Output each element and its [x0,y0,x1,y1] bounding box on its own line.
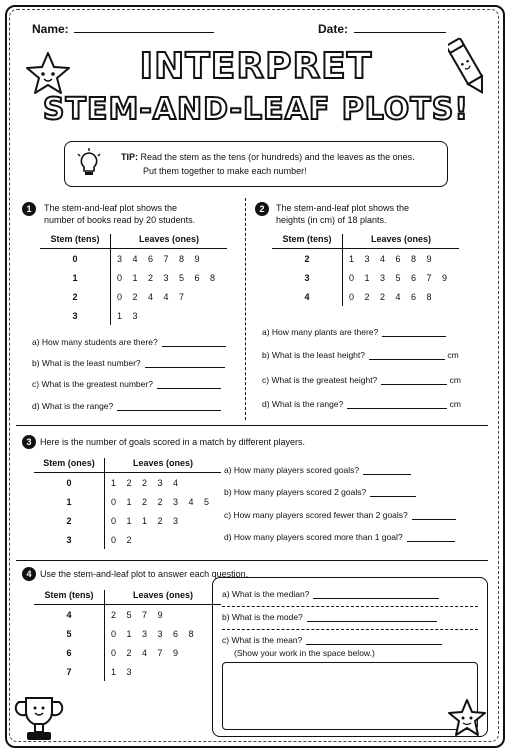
section-3-prompt: Here is the number of goals scored in a match by different players. [40,437,305,447]
unit-label: cm [449,399,461,409]
title-line-2: STEM-AND-LEAF PLOTS! [42,92,470,127]
table-row [272,249,459,269]
section-3-stem-leaf-table [34,458,221,549]
stem-cell: 3 [40,306,111,325]
answer-blank[interactable] [157,379,221,389]
section-divider [16,560,488,561]
section-4-prompt: Use the stem-and-leaf plot to answer each question. [40,569,249,579]
smiling-star-icon [22,50,74,98]
stem-cell: 5 [34,624,105,643]
dashed-divider [222,629,478,630]
stem-cell: 2 [40,287,111,306]
unit-label: cm [449,375,461,385]
stem-header: Stem (ones) [34,458,105,473]
leaves-cell: 0 2 2 4 6 8 [349,291,436,302]
table-row [34,530,221,549]
answer-blank[interactable] [412,510,456,520]
section-1-question-d: d) What is the range? [32,401,221,411]
table-row [34,643,221,662]
leaves-cell: 0 1 1 2 3 [111,515,183,526]
leaves-cell: 1 3 4 6 8 9 [349,253,436,264]
table-row [34,605,221,625]
section-3-question-a: a) How many players scored goals? [224,465,411,475]
leaves-header: Leaves (ones) [105,458,222,473]
stem-cell: 0 [40,249,111,269]
leaves-header: Leaves (ones) [105,590,222,605]
leaves-cell: 1 3 [117,310,142,321]
leaves-cell: 3 4 6 7 8 9 [117,253,204,264]
stem-cell: 4 [34,605,105,625]
answer-blank[interactable] [381,375,447,385]
leaves-header: Leaves (ones) [111,234,228,249]
section-divider [245,198,246,420]
answer-blank[interactable] [313,589,439,599]
section-4-stem-leaf-table [34,590,221,681]
table-row [34,624,221,643]
trophy-icon [14,694,64,746]
pencil-icon [448,36,488,100]
leaves-cell: 0 1 3 5 6 7 9 [349,272,452,283]
work-space-box[interactable] [222,662,478,730]
section-3-question-d: d) How many players scored more than 1 goal? [224,532,455,542]
stem-header: Stem (tens) [34,590,105,605]
table-row [40,306,227,325]
section-2-question-c: c) What is the greatest height? cm [262,375,461,385]
answer-blank[interactable] [347,399,447,409]
section-1-question-a: a) How many students are there? [32,337,226,347]
section-2-prompt-line-1: The stem-and-leaf plot shows the [276,203,410,213]
stem-cell: 1 [34,492,105,511]
table-row [272,268,459,287]
leaves-cell: 0 2 4 4 7 [117,291,189,302]
section-4-question-b: b) What is the mode? [222,612,437,622]
answer-blank[interactable] [382,327,446,337]
tip-line-2: Put them together to make each number! [143,166,307,176]
table-row [40,268,227,287]
section-3-number: 3 [22,435,36,449]
section-4-note: (Show your work in the space below.) [234,648,375,658]
stem-header: Stem (tens) [40,234,111,249]
section-2-question-a: a) How many plants are there? [262,327,446,337]
table-row [34,473,221,493]
answer-blank[interactable] [369,350,445,360]
section-3-question-c: c) How many players scored fewer than 2 goals? [224,510,456,520]
leaves-cell: 0 1 3 3 6 8 [111,628,198,639]
section-divider [16,425,488,426]
section-2-number: 2 [255,202,269,216]
answer-blank[interactable] [363,465,411,475]
stem-cell: 7 [34,662,105,681]
section-1-prompt-line-1: The stem-and-leaf plot shows the [44,203,178,213]
leaves-cell: 0 1 2 2 3 4 5 [111,496,214,507]
answer-blank[interactable] [145,358,225,368]
section-4-number: 4 [22,567,36,581]
table-row [40,287,227,306]
tip-label: TIP: [121,152,138,162]
section-4-question-a: a) What is the median? [222,589,439,599]
title-line-1: INTERPRET [139,46,373,87]
stem-cell: 3 [34,530,105,549]
stem-cell: 2 [272,249,343,269]
stem-cell: 6 [34,643,105,662]
stem-cell: 2 [34,511,105,530]
name-field[interactable] [74,32,214,33]
section-2-question-b: b) What is the least height? cm [262,350,459,360]
section-2-stem-leaf-table [272,234,459,306]
stem-cell: 3 [272,268,343,287]
answer-blank[interactable] [306,635,442,645]
table-row [34,492,221,511]
section-1-question-c: c) What is the greatest number? [32,379,221,389]
leaves-header: Leaves (ones) [343,234,460,249]
section-1-stem-leaf-table [40,234,227,325]
leaves-cell: 0 1 2 3 5 6 8 [117,272,220,283]
section-1-number: 1 [22,202,36,216]
section-1-prompt-line-2: number of books read by 20 students. [44,215,196,225]
unit-label: cm [447,350,459,360]
date-label: Date: [318,22,349,36]
tip-line-1: Read the stem as the tens (or hundreds) and the leaves as the ones. [140,152,415,162]
name-label: Name: [32,22,69,36]
stem-header: Stem (tens) [272,234,343,249]
table-row [40,249,227,269]
stem-cell: 1 [40,268,111,287]
section-2-question-d: d) What is the range? cm [262,399,461,409]
smiling-star-icon [444,698,490,740]
answer-blank[interactable] [307,612,437,622]
section-4-question-c: c) What is the mean? [222,635,442,645]
table-row [272,287,459,306]
stem-cell: 4 [272,287,343,306]
answer-blank[interactable] [370,487,416,497]
leaves-cell: 1 3 [111,666,136,677]
stem-cell: 0 [34,473,105,493]
answer-blank[interactable] [407,532,455,542]
tip-box [64,141,448,187]
answer-blank[interactable] [162,337,226,347]
table-row [34,511,221,530]
date-field[interactable] [354,32,446,33]
leaves-cell: 0 2 4 7 9 [111,647,183,658]
dashed-divider [222,606,478,607]
section-3-question-b: b) How many players scored 2 goals? [224,487,416,497]
leaves-cell: 2 5 7 9 [111,609,167,620]
leaves-cell: 1 2 2 3 4 [111,477,183,488]
section-2-prompt-line-2: heights (in cm) of 18 plants. [276,215,387,225]
lightbulb-icon [73,148,105,180]
section-1-question-b: b) What is the least number? [32,358,225,368]
answer-blank[interactable] [117,401,221,411]
leaves-cell: 0 2 [111,534,136,545]
table-row [34,662,221,681]
